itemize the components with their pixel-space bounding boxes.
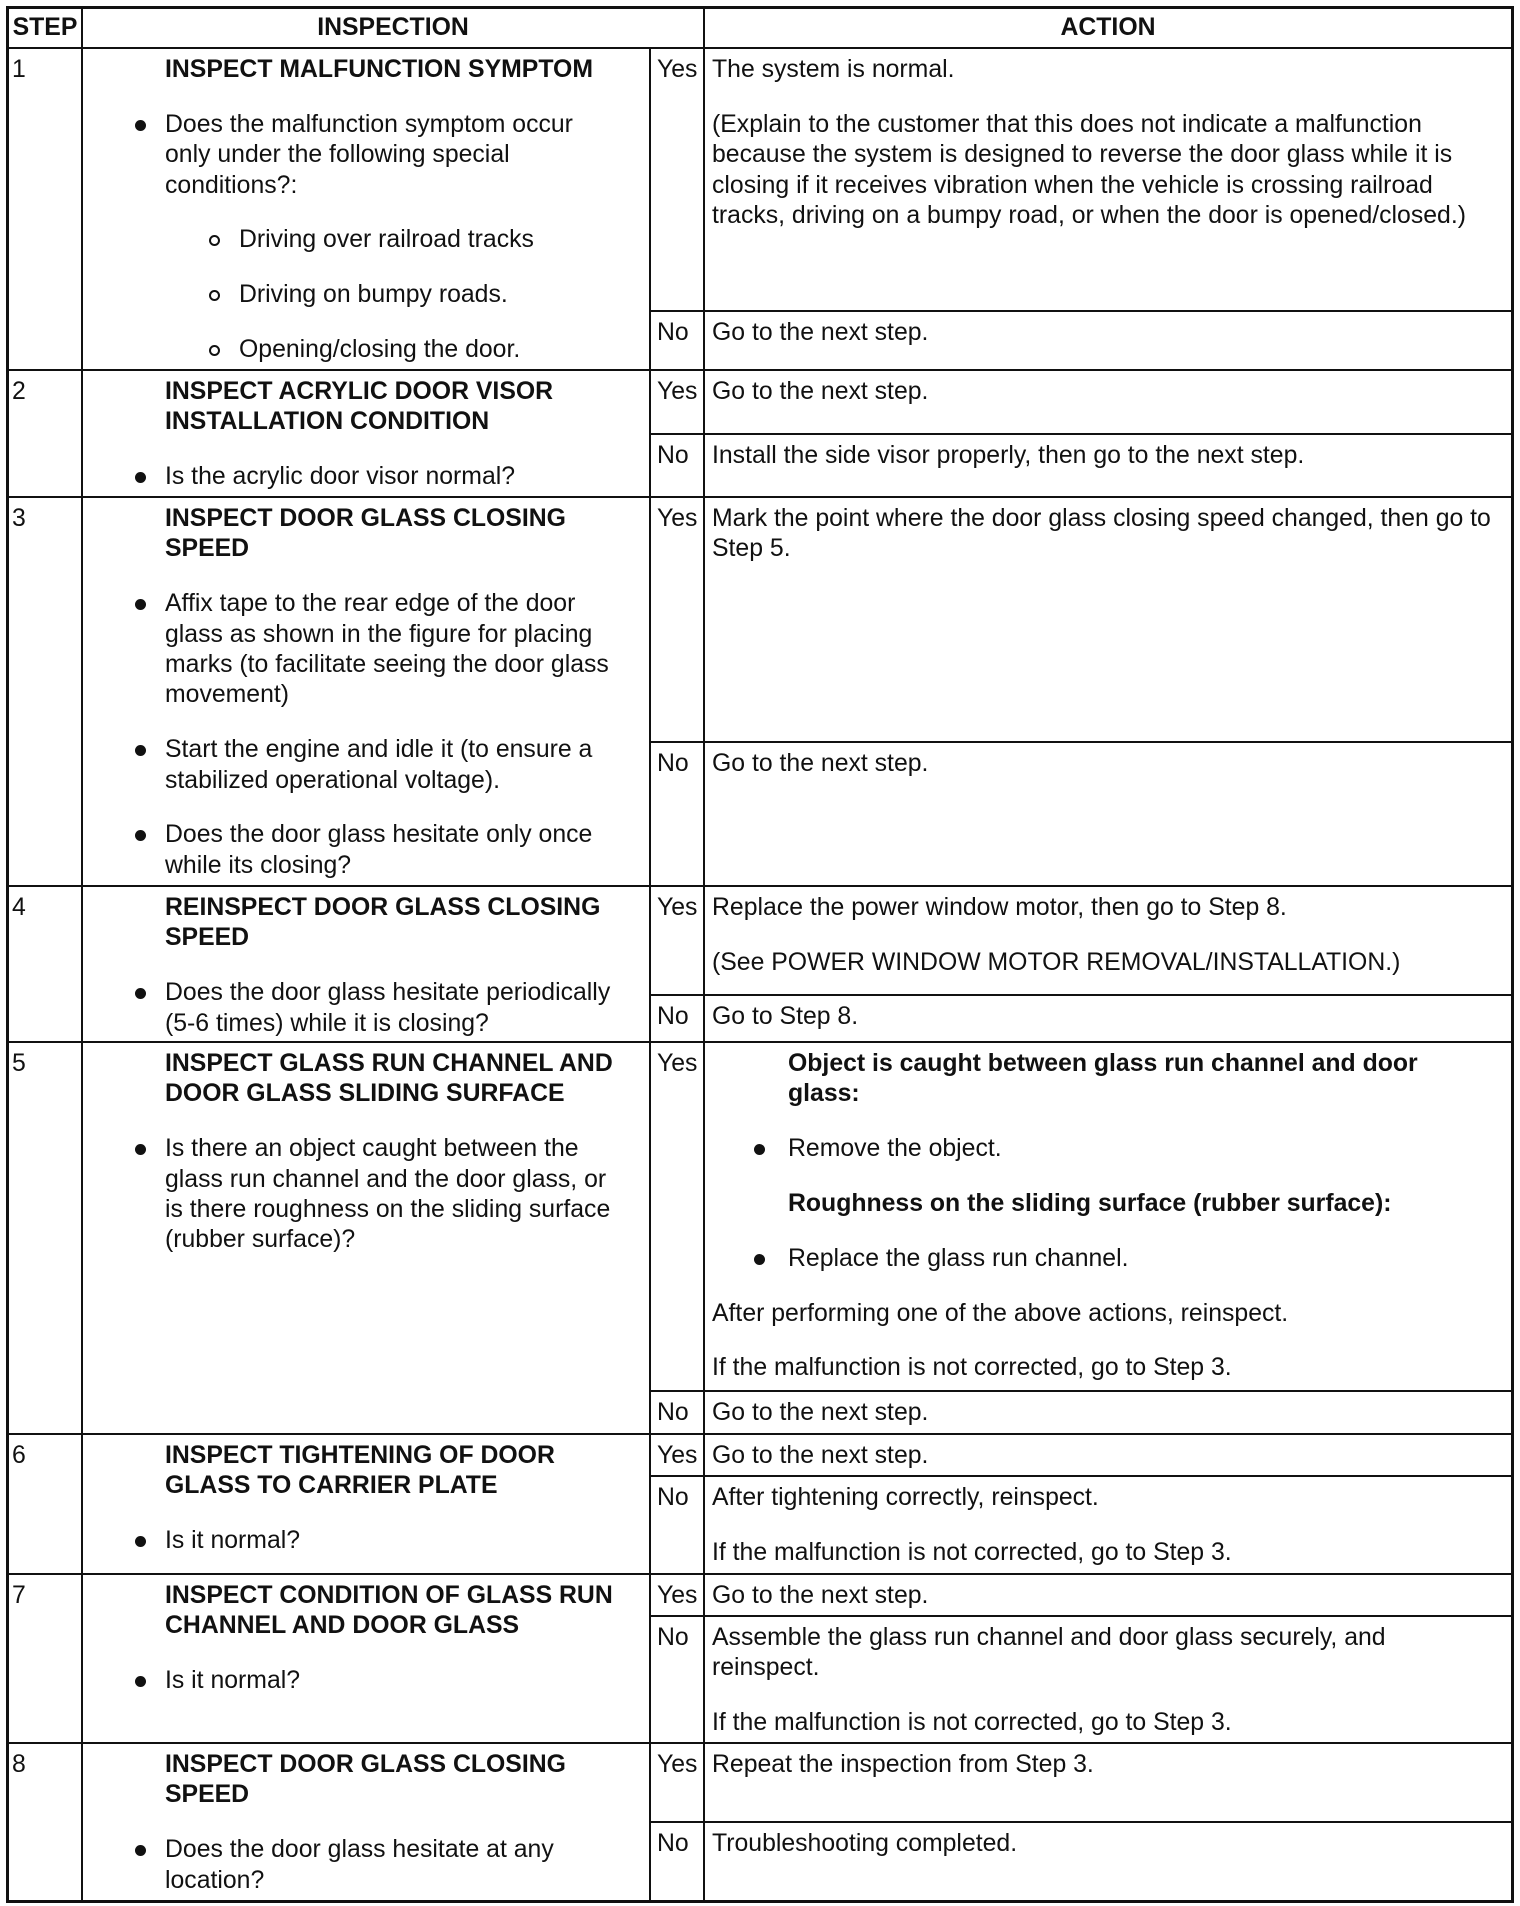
step-4-check — [83, 978, 645, 1039]
step-1-title: INSPECT MALFUNCTION SYMPTOM — [165, 56, 593, 83]
step-8-no-label: No — [651, 1823, 705, 1900]
bullet-dot-icon — [135, 120, 146, 131]
step-3-check-text: Affix tape to the rear edge of the door glass as shown in the figure for placing marks (to facilitate seeing the door glass movement) — [165, 590, 609, 709]
action-text: Go to the next step. — [712, 1399, 929, 1426]
step-8-inspection — [83, 1744, 651, 1900]
header-action: ACTION — [705, 9, 1511, 49]
action-text: Go to the next step. — [712, 319, 929, 346]
step-6-number: 6 — [9, 1435, 83, 1575]
step-3-yes-label: Yes — [651, 498, 705, 743]
step-1-yes-action — [705, 49, 1511, 312]
action-text: The system is normal. — [712, 56, 955, 83]
action-text: Go to Step 8. — [712, 1003, 859, 1030]
step-7-title: INSPECT CONDITION OF GLASS RUN CHANNEL AND DOOR GLASS — [165, 1582, 613, 1640]
step-2-title: INSPECT ACRYLIC DOOR VISOR INSTALLATION CONDITION — [165, 378, 554, 436]
bullet-dot-icon — [135, 830, 146, 841]
step-1-condition-text: Driving on bumpy roads. — [239, 281, 508, 309]
action-text: Replace the power window motor, then go to Step 8. — [712, 894, 1287, 921]
step-6-yes-action — [705, 1435, 1511, 1477]
step-5-title: INSPECT GLASS RUN CHANNEL AND DOOR GLASS SLIDING SURFACE — [165, 1050, 613, 1108]
step-2-no-label: No — [651, 435, 705, 498]
step-4-title: REINSPECT DOOR GLASS CLOSING SPEED — [165, 894, 601, 952]
step-6-no-label: No — [651, 1477, 705, 1575]
step-2-yes-action — [705, 371, 1511, 435]
step-4-no-action — [705, 996, 1511, 1043]
step-7-number: 7 — [9, 1575, 83, 1744]
step-8-yes-label: Yes — [651, 1744, 705, 1823]
step-6-no-action — [705, 1477, 1511, 1575]
step-6-check — [83, 1526, 645, 1556]
step-1-yes-label: Yes — [651, 49, 705, 312]
step-5-check — [83, 1134, 645, 1256]
action-text: Go to the next step. — [712, 1442, 929, 1469]
action-text: Troubleshooting completed. — [712, 1830, 1018, 1857]
step-6-check-text: Is it normal? — [165, 1527, 301, 1555]
action-text: Go to the next step. — [712, 378, 929, 405]
step-3-check — [83, 589, 645, 711]
action-text: Install the side visor properly, then go to the next step. — [712, 442, 1305, 469]
step-4-inspection — [83, 887, 651, 1043]
step-3-inspection — [83, 498, 651, 887]
action-text: Repeat the inspection from Step 3. — [712, 1751, 1094, 1778]
action-text: Mark the point where the door glass closing speed changed, then go to Step 5. — [712, 505, 1491, 563]
step-3-no-action — [705, 743, 1511, 887]
step-1-check — [83, 110, 645, 201]
action-text: If the malfunction is not corrected, go to Step 3. — [712, 1709, 1232, 1737]
step-2-check — [83, 462, 645, 492]
step-5-yes-label: Yes — [651, 1043, 705, 1392]
action-text: (Explain to the customer that this does not indicate a malfunction because the system is designed to reverse the door glass while it is closing if it receives vibration when the vehicle is crossing railroad tracks, driving on a bumpy road, or when the door is opened/closed.) — [712, 110, 1466, 230]
action-text: If the malfunction is not corrected, go to Step 3. — [712, 1538, 1232, 1566]
step-1-condition — [83, 335, 645, 365]
step-1-condition-text: Opening/closing the door. — [239, 336, 521, 363]
step-3-yes-action — [705, 498, 1511, 743]
step-2-yes-label: Yes — [651, 371, 705, 435]
step-2-number: 2 — [9, 371, 83, 498]
step-1-no-action — [705, 312, 1511, 371]
action-remedy — [712, 1134, 1507, 1164]
step-3-no-label: No — [651, 743, 705, 887]
action-text: Go to the next step. — [712, 750, 929, 777]
action-remedy — [712, 1244, 1507, 1274]
action-text: If the malfunction is not corrected, go to Step 3. — [712, 1354, 1232, 1382]
bullet-dot-icon — [135, 472, 146, 483]
bullet-dot-icon — [135, 988, 146, 999]
step-7-inspection — [83, 1575, 651, 1744]
step-4-number: 4 — [9, 887, 83, 1043]
step-5-inspection — [83, 1043, 651, 1435]
step-1-check-text: Does the malfunction symptom occur only under the following special conditions?: — [165, 110, 573, 199]
step-8-no-action — [705, 1823, 1511, 1900]
step-5-no-label: No — [651, 1392, 705, 1435]
step-6-yes-label: Yes — [651, 1435, 705, 1477]
header-inspection: INSPECTION — [83, 9, 705, 49]
bullet-dot-icon — [135, 599, 146, 610]
step-6-inspection — [83, 1435, 651, 1575]
step-4-yes-action — [705, 887, 1511, 996]
step-7-check — [83, 1666, 645, 1696]
step-8-title: INSPECT DOOR GLASS CLOSING SPEED — [165, 1751, 566, 1809]
step-1-number: 1 — [9, 49, 83, 371]
action-text: (See POWER WINDOW MOTOR REMOVAL/INSTALLATION.) — [712, 948, 1401, 976]
bullet-circle-icon — [209, 345, 220, 356]
step-1-inspection — [83, 49, 651, 371]
bullet-circle-icon — [209, 235, 220, 246]
action-condition-heading: Roughness on the sliding surface (rubber surface): — [788, 1190, 1392, 1217]
step-7-check-text: Is it normal? — [165, 1667, 301, 1695]
step-5-no-action — [705, 1392, 1511, 1435]
step-1-condition — [83, 280, 645, 310]
step-3-check-text: Does the door glass hesitate only once while its closing? — [165, 821, 593, 879]
step-5-yes-action — [705, 1043, 1511, 1392]
step-2-no-action — [705, 435, 1511, 498]
action-text: After performing one of the above actions, reinspect. — [712, 1299, 1289, 1327]
step-7-no-label: No — [651, 1617, 705, 1744]
step-2-inspection — [83, 371, 651, 498]
bullet-dot-icon — [754, 1144, 765, 1155]
step-6-title: INSPECT TIGHTENING OF DOOR GLASS TO CARRIER PLATE — [165, 1442, 555, 1500]
step-3-check — [83, 735, 645, 796]
header-step: STEP — [9, 9, 83, 49]
action-text: Go to the next step. — [712, 1582, 929, 1609]
step-8-number: 8 — [9, 1744, 83, 1900]
action-text: Assemble the glass run channel and door glass securely, and reinspect. — [712, 1624, 1386, 1682]
bullet-dot-icon — [135, 1676, 146, 1687]
bullet-circle-icon — [209, 290, 220, 301]
step-3-number: 3 — [9, 498, 83, 887]
step-8-check — [83, 1835, 645, 1896]
step-7-yes-label: Yes — [651, 1575, 705, 1617]
step-7-no-action — [705, 1617, 1511, 1744]
step-4-check-text: Does the door glass hesitate periodically (5-6 times) while it is closing? — [165, 979, 611, 1037]
action-condition-heading: Object is caught between glass run channel and door glass: — [788, 1050, 1418, 1108]
bullet-dot-icon — [135, 745, 146, 756]
step-1-condition — [83, 225, 645, 255]
step-7-yes-action — [705, 1575, 1511, 1617]
action-remedy-text: Replace the glass run channel. — [788, 1244, 1129, 1272]
step-3-check-text: Start the engine and idle it (to ensure a stabilized operational voltage). — [165, 736, 593, 794]
troubleshooting-table — [6, 6, 1514, 1903]
bullet-dot-icon — [135, 1536, 146, 1547]
bullet-dot-icon — [135, 1144, 146, 1155]
step-4-yes-label: Yes — [651, 887, 705, 996]
step-8-yes-action — [705, 1744, 1511, 1823]
step-1-condition-text: Driving over railroad tracks — [239, 226, 534, 254]
action-text: After tightening correctly, reinspect. — [712, 1484, 1099, 1511]
step-3-title: INSPECT DOOR GLASS CLOSING SPEED — [165, 505, 566, 563]
step-3-check — [83, 820, 645, 881]
bullet-dot-icon — [135, 1845, 146, 1856]
step-8-check-text: Does the door glass hesitate at any location? — [165, 1836, 554, 1894]
action-remedy-text: Remove the object. — [788, 1135, 1002, 1163]
step-5-number: 5 — [9, 1043, 83, 1435]
step-5-check-text: Is there an object caught between the glass run channel and the door glass, or is there roughness on the sliding surface (rubber surface)? — [165, 1135, 611, 1254]
step-1-no-label: No — [651, 312, 705, 371]
step-4-no-label: No — [651, 996, 705, 1043]
step-2-check-text: Is the acrylic door visor normal? — [165, 463, 516, 491]
bullet-dot-icon — [754, 1254, 765, 1265]
